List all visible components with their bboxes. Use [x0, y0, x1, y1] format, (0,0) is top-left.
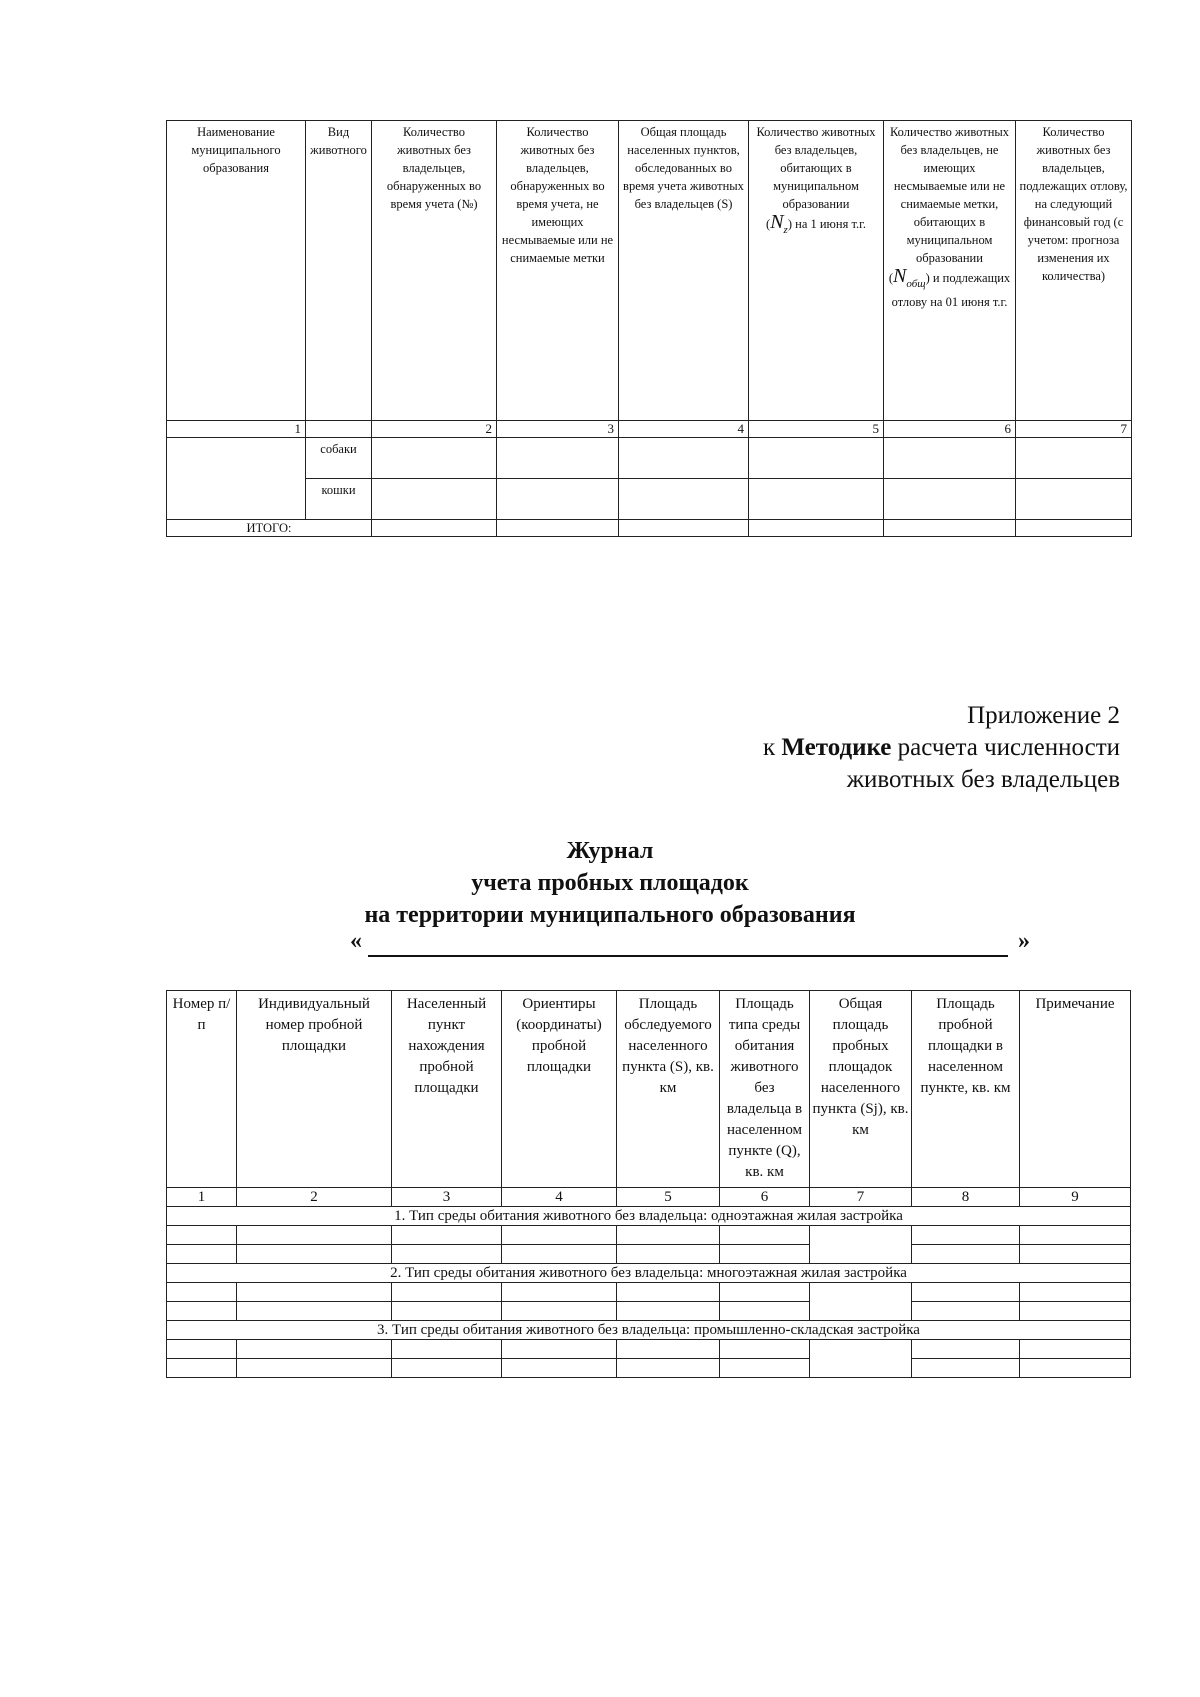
table-row [167, 438, 1132, 479]
table-row [167, 1226, 1131, 1245]
animal-count-table [166, 120, 1132, 537]
header-tail: на 1 июня т.г. [795, 217, 866, 231]
total-label: ИТОГО: [167, 520, 372, 537]
journal-subtitle: на территории муниципального образования [364, 902, 856, 928]
table-cell[interactable] [1020, 1340, 1131, 1359]
column-number: 3 [392, 1188, 502, 1207]
header-cell: Индивидуальный номер пробной площадки [237, 991, 392, 1188]
header-row [167, 991, 1131, 1188]
blank-underline[interactable] [368, 955, 1008, 957]
table-cell[interactable] [884, 438, 1016, 479]
column-number: 3 [497, 421, 619, 438]
table-cell[interactable] [884, 479, 1016, 520]
table-cell[interactable] [749, 438, 884, 479]
column-number-row [167, 421, 1132, 438]
table-cell[interactable] [619, 438, 749, 479]
appendix-reference-line3: животных без владельцев [846, 766, 1120, 793]
journal-subtitle: учета пробных площадок [471, 870, 749, 896]
table-cell[interactable] [1020, 1245, 1131, 1264]
table-cell[interactable] [497, 438, 619, 479]
table-cell[interactable] [912, 1283, 1020, 1302]
table-cell[interactable] [884, 520, 1016, 537]
appendix-heading [763, 700, 1120, 796]
table-cell[interactable] [372, 520, 497, 537]
appendix-reference: к Методике расчета численности [762, 734, 1120, 761]
table-cell[interactable] [497, 520, 619, 537]
section-row [167, 1207, 1131, 1226]
table-cell[interactable] [502, 1302, 617, 1321]
table-cell[interactable] [912, 1359, 1020, 1378]
column-number: 6 [884, 421, 1016, 438]
table-row [167, 1245, 1131, 1264]
table-cell[interactable] [167, 1245, 237, 1264]
table-cell[interactable] [720, 1359, 810, 1378]
table-cell[interactable] [617, 1359, 720, 1378]
animal-type-cell: кошки [306, 479, 372, 520]
table-cell[interactable] [167, 1283, 237, 1302]
table-cell[interactable] [237, 1359, 392, 1378]
table-cell[interactable] [1016, 479, 1132, 520]
table-cell[interactable] [720, 1302, 810, 1321]
column-number: 4 [619, 421, 749, 438]
header-cell: Населенный пункт нахождения пробной площадки [392, 991, 502, 1188]
header-cell: Наименование муниципального образования [167, 121, 306, 421]
table-cell[interactable] [720, 1283, 810, 1302]
table-cell[interactable] [167, 1302, 237, 1321]
section-row [167, 1321, 1131, 1340]
table-cell[interactable] [392, 1340, 502, 1359]
header-cell: Количество животных без владельцев, обнаруженных во время учета, не имеющих несмываемые или не снимаемые метки [497, 121, 619, 421]
table-cell[interactable] [749, 479, 884, 520]
table-row [167, 479, 1132, 520]
table-cell[interactable] [617, 1226, 720, 1245]
table-cell[interactable] [1020, 1283, 1131, 1302]
table-cell[interactable] [502, 1245, 617, 1264]
column-number: 4 [502, 1188, 617, 1207]
column-number: 7 [810, 1188, 912, 1207]
table-cell[interactable] [810, 1340, 912, 1378]
municipality-cell[interactable] [167, 438, 306, 520]
table-cell[interactable] [617, 1340, 720, 1359]
table-cell[interactable] [392, 1245, 502, 1264]
sample-plots-table [166, 990, 1131, 1378]
table-cell[interactable] [1020, 1302, 1131, 1321]
table-cell[interactable] [810, 1226, 912, 1264]
appendix-number: Приложение 2 [967, 702, 1120, 729]
table-cell[interactable] [1016, 438, 1132, 479]
table-cell[interactable] [372, 438, 497, 479]
table-cell[interactable] [392, 1283, 502, 1302]
section-heading: 1. Тип среды обитания животного без владельца: одноэтажная жилая застройка [167, 1207, 1131, 1226]
table-cell[interactable] [392, 1226, 502, 1245]
header-cell: Примечание [1020, 991, 1131, 1188]
journal-title: Журнал [566, 838, 654, 864]
total-row [167, 520, 1132, 537]
header-row [167, 121, 1132, 421]
table-cell[interactable] [749, 520, 884, 537]
column-number: 2 [372, 421, 497, 438]
table-cell[interactable] [372, 479, 497, 520]
header-cell: Общая площадь населенных пунктов, обследованных во время учета животных без владельцев (S) [619, 121, 749, 421]
table-cell[interactable] [237, 1302, 392, 1321]
table-cell[interactable] [1020, 1226, 1131, 1245]
column-number: 6 [720, 1188, 810, 1207]
column-number: 2 [237, 1188, 392, 1207]
table-cell[interactable] [502, 1226, 617, 1245]
column-number: 9 [1020, 1188, 1131, 1207]
table-row [167, 1302, 1131, 1321]
table-cell[interactable] [912, 1302, 1020, 1321]
header-cell: Площадь обследуемого населенного пункта (S), кв. км [617, 991, 720, 1188]
journal-title-block [300, 835, 920, 931]
header-cell: Количество животных без владельцев, обнаруженных во время учета (№) [372, 121, 497, 421]
column-number: 1 [167, 421, 306, 438]
table-cell[interactable] [912, 1245, 1020, 1264]
table-row [167, 1283, 1131, 1302]
table-cell[interactable] [1016, 520, 1132, 537]
table-cell[interactable] [392, 1359, 502, 1378]
table-cell[interactable] [502, 1359, 617, 1378]
table-cell[interactable] [167, 1226, 237, 1245]
table-cell[interactable] [497, 479, 619, 520]
column-number: 8 [912, 1188, 1020, 1207]
header-text: Количество животных без владельцев, обитающих в муниципальном образовании [756, 125, 876, 211]
table-cell[interactable] [237, 1226, 392, 1245]
table-cell[interactable] [619, 479, 749, 520]
header-cell: Площадь пробной площадки в населенном пункте, кв. км [912, 991, 1020, 1188]
table-cell[interactable] [617, 1245, 720, 1264]
table-cell[interactable] [720, 1340, 810, 1359]
table-cell[interactable] [720, 1245, 810, 1264]
quote-close: » [1018, 928, 1030, 954]
section-row [167, 1264, 1131, 1283]
table-cell[interactable] [502, 1340, 617, 1359]
table-cell[interactable] [912, 1226, 1020, 1245]
header-cell: Номер п/п [167, 991, 237, 1188]
header-cell: Количество животных без владельцев, подлежащих отлову, на следующий финансовый год (с учетом: прогноза изменения их количества) [1016, 121, 1132, 421]
table-cell[interactable] [617, 1283, 720, 1302]
header-tail: и подлежащих отлову на 01 июня т.г. [891, 271, 1011, 309]
header-text: Количество животных без владельцев, не имеющих несмываемые или не снимаемые метки, обитающих в муниципальном образовании [889, 125, 1010, 265]
column-number [306, 421, 372, 438]
animal-type-cell: собаки [306, 438, 372, 479]
table-cell[interactable] [167, 1340, 237, 1359]
header-cell: Количество животных без владельцев, не имеющих несмываемые или не снимаемые метки, обитающих в муниципальном образовании $(N_{общ})$ и подлежащих отлову на 01 июня т.г. [884, 121, 1016, 421]
table-cell[interactable] [167, 1359, 237, 1378]
quote-open: « [350, 928, 362, 954]
formula-symbol: $N_{общ}$ [893, 265, 926, 290]
table-cell[interactable] [1020, 1359, 1131, 1378]
table-cell[interactable] [619, 520, 749, 537]
header-cell: Количество животных без владельцев, обитающих в муниципальном образовании $(N_z)$ на 1 июня т.г. [749, 121, 884, 421]
table-cell[interactable] [912, 1340, 1020, 1359]
column-number: 7 [1016, 421, 1132, 438]
table-cell[interactable] [810, 1283, 912, 1321]
table-cell[interactable] [237, 1245, 392, 1264]
section-heading: 2. Тип среды обитания животного без владельца: многоэтажная жилая застройка [167, 1264, 1131, 1283]
table-cell[interactable] [720, 1226, 810, 1245]
table-row [167, 1340, 1131, 1359]
section-heading: 3. Тип среды обитания животного без владельца: промышленно-складская застройка [167, 1321, 1131, 1340]
table-cell[interactable] [392, 1302, 502, 1321]
header-cell: Площадь типа среды обитания животного без владельца в населенном пункте (Q), кв. км [720, 991, 810, 1188]
table-cell[interactable] [617, 1302, 720, 1321]
column-number: 5 [617, 1188, 720, 1207]
column-number: 1 [167, 1188, 237, 1207]
formula-symbol: $N_z$ [770, 211, 788, 236]
table-cell[interactable] [237, 1340, 392, 1359]
table-row [167, 1359, 1131, 1378]
header-cell: Общая площадь пробных площадок населенного пункта (Sj), кв. км [810, 991, 912, 1188]
header-cell: Ориентиры (координаты) пробной площадки [502, 991, 617, 1188]
column-number-row [167, 1188, 1131, 1207]
header-cell: Вид животного [306, 121, 372, 421]
column-number: 5 [749, 421, 884, 438]
table-cell[interactable] [502, 1283, 617, 1302]
table-cell[interactable] [237, 1283, 392, 1302]
